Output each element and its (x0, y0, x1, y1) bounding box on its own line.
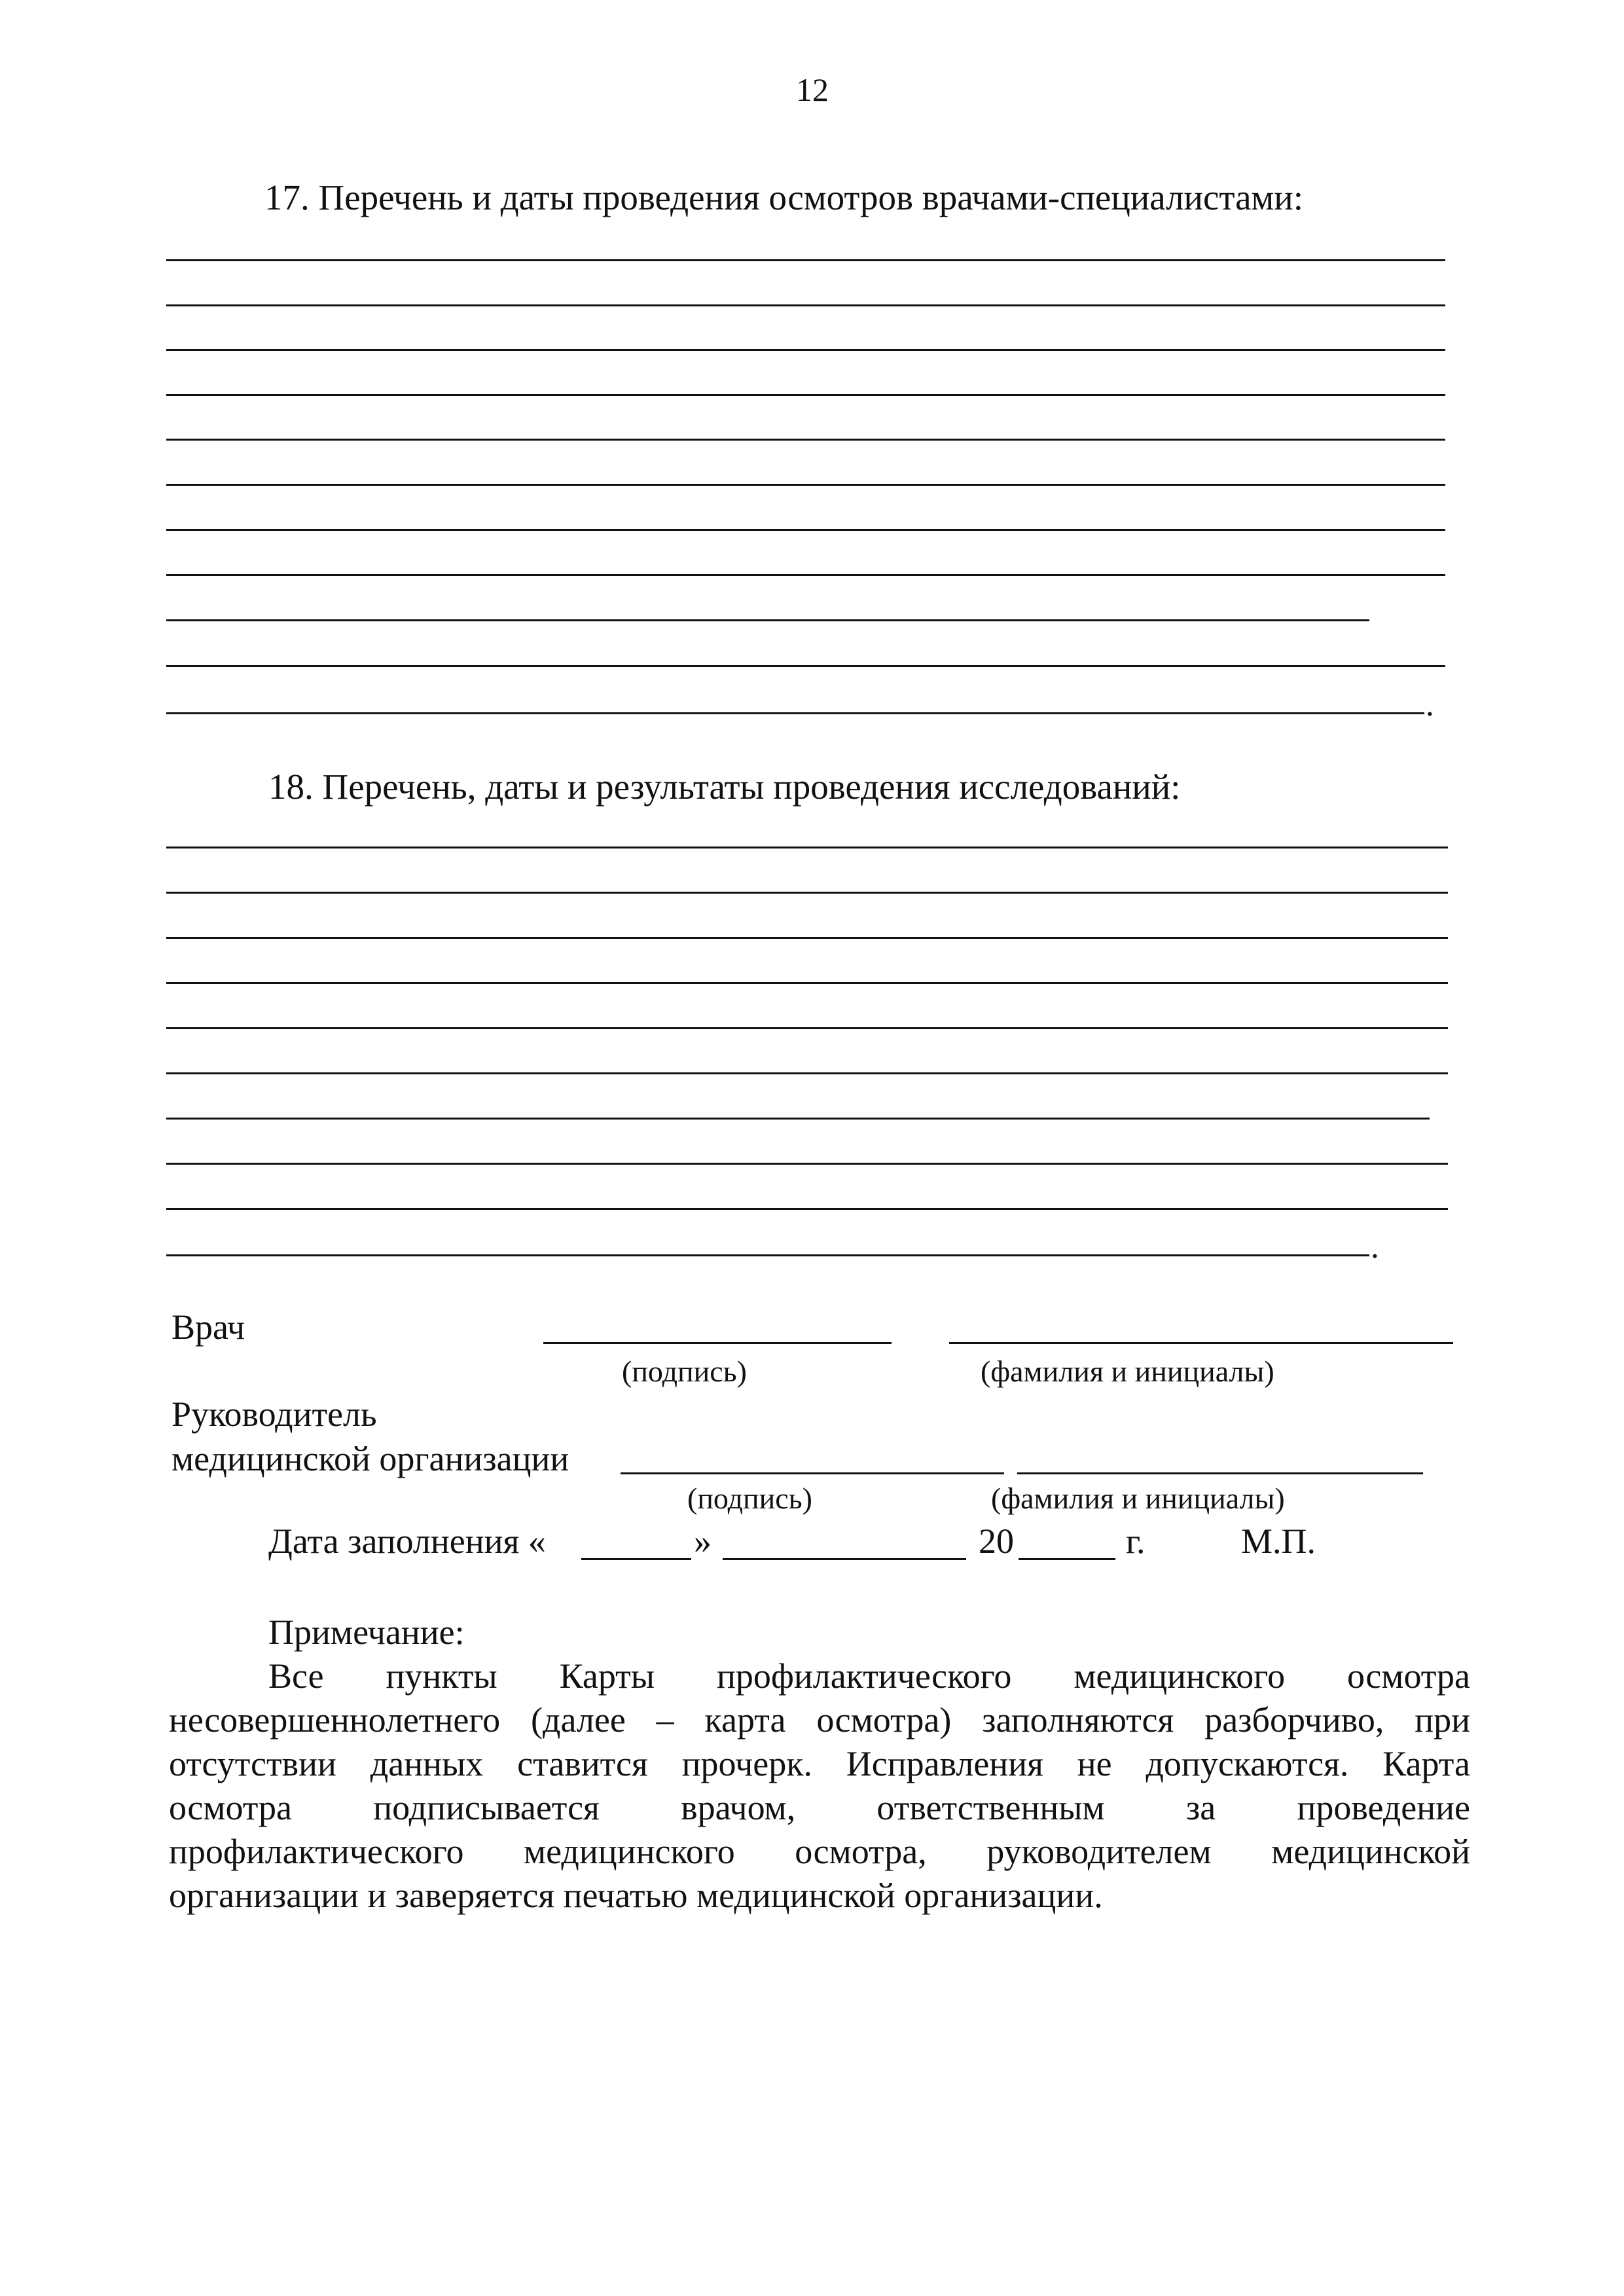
note-line: несовершеннолетнего (далее – карта осмотра) заполняются разборчиво, при (169, 1700, 1470, 1740)
doctor-signature-line[interactable] (543, 1342, 892, 1344)
note-title: Примечание: (268, 1613, 465, 1652)
fill-line[interactable] (166, 619, 1369, 621)
section-17-end-mark: . (1426, 687, 1434, 723)
section-18-end-mark: . (1371, 1229, 1379, 1266)
fill-line[interactable] (166, 982, 1448, 984)
date-close-quote: » (694, 1522, 712, 1561)
date-year-suffix: г. (1126, 1522, 1146, 1561)
note-line: осмотра подписывается врачом, ответственным за проведение (169, 1788, 1470, 1827)
fill-line[interactable] (166, 304, 1445, 306)
fill-line[interactable] (166, 394, 1445, 396)
fill-line[interactable] (166, 574, 1445, 576)
head-name-line[interactable] (1017, 1472, 1423, 1474)
fill-line[interactable] (166, 484, 1445, 486)
date-label: Дата заполнения « (268, 1522, 546, 1561)
doctor-signature-caption: (подпись) (622, 1355, 747, 1388)
date-year-line[interactable] (1019, 1558, 1115, 1560)
note-line: организации и заверяется печатью медицинской организации. (169, 1876, 1103, 1915)
fill-line[interactable] (166, 847, 1448, 848)
fill-line[interactable] (166, 1072, 1448, 1074)
fill-line[interactable] (166, 259, 1445, 261)
fill-line[interactable] (166, 349, 1445, 351)
note-line: отсутствии данных ставится прочерк. Исправления не допускаются. Карта (169, 1744, 1470, 1783)
head-signature-caption: (подпись) (687, 1482, 812, 1515)
head-label-line2: медицинской организации (171, 1439, 569, 1478)
page-number: 12 (796, 71, 829, 108)
date-month-line[interactable] (723, 1558, 966, 1560)
note-line: Все пункты Карты профилактического медицинского осмотра (268, 1656, 1470, 1696)
section-18-heading: 18. Перечень, даты и результаты проведения исследований: (268, 767, 1181, 807)
date-day-line[interactable] (581, 1558, 691, 1560)
fill-line[interactable] (166, 1118, 1430, 1120)
doctor-label: Врач (171, 1307, 245, 1347)
note-paragraph (169, 1654, 1470, 1918)
stamp-place: М.П. (1241, 1522, 1316, 1561)
fill-line[interactable] (166, 1254, 1369, 1256)
note-line: профилактического медицинского осмотра, руководителем медицинской (169, 1832, 1470, 1871)
fill-line[interactable] (166, 1027, 1448, 1029)
fill-line[interactable] (166, 1208, 1448, 1210)
doctor-name-line[interactable] (949, 1342, 1453, 1344)
fill-line[interactable] (166, 892, 1448, 894)
section-17-heading: 17. Перечень и даты проведения осмотров врачами-специалистами: (264, 177, 1304, 217)
date-year-prefix: 20 (979, 1522, 1014, 1561)
fill-line[interactable] (166, 712, 1424, 714)
fill-line[interactable] (166, 1163, 1448, 1165)
head-label-line1: Руководитель (171, 1394, 377, 1434)
fill-line[interactable] (166, 439, 1445, 441)
doctor-name-caption: (фамилия и инициалы) (981, 1355, 1274, 1388)
head-signature-line[interactable] (621, 1472, 1004, 1474)
fill-line[interactable] (166, 529, 1445, 531)
fill-line[interactable] (166, 665, 1445, 667)
fill-line[interactable] (166, 937, 1448, 939)
head-name-caption: (фамилия и инициалы) (991, 1482, 1285, 1515)
